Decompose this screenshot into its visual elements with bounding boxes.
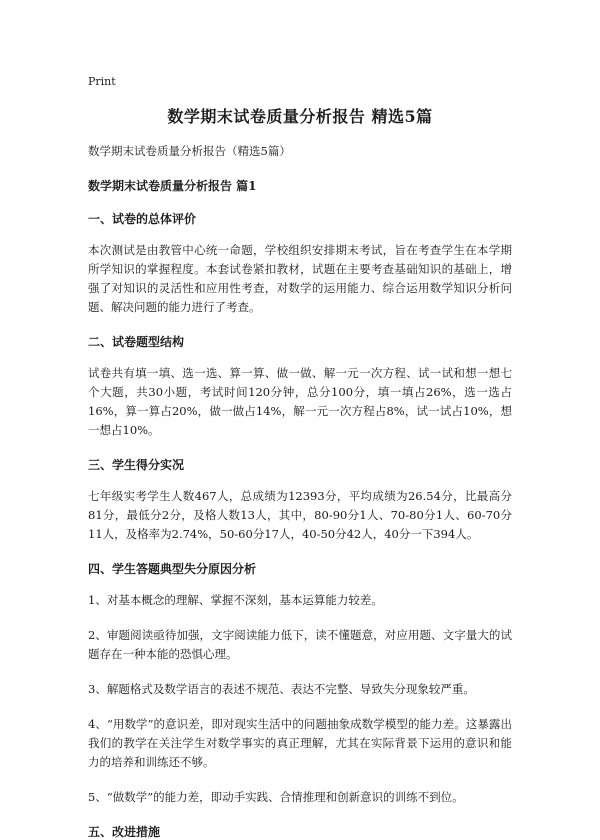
section-paragraph: 5、“做数学”的能力差，即动手实践、合情推理和创新意识的训练不到位。 xyxy=(88,790,464,804)
section-student-scores xyxy=(88,456,512,544)
section-paragraph: 七年级实考学生人数467人，总成绩为12393分，平均成绩为26.54分，比最高分81分，最低分2分，及格人数13人，其中，80-90分1人、70-80分1人、60-70分11人，及格率为2.74%，50-60分17人，40-50分42人，40分一下394人。 xyxy=(88,489,512,541)
print-link[interactable]: Print xyxy=(88,75,116,88)
section-heading: 二、试卷题型结构 xyxy=(88,335,185,349)
part-title: 数学期末试卷质量分析报告 篇1 xyxy=(88,179,257,193)
section-improvement-measures xyxy=(88,823,512,840)
section-overall-evaluation xyxy=(88,210,512,317)
document-title: 数学期末试卷质量分析报告 精选5篇 xyxy=(167,107,433,126)
section-heading: 一、试卷的总体评价 xyxy=(88,212,197,226)
section-heading: 三、学生得分实况 xyxy=(88,458,185,472)
section-heading: 四、学生答题典型失分原因分析 xyxy=(88,562,257,576)
section-paragraph: 2、审题阅读亟待加强，文字阅读能力低下，读不懂题意，对应用题、文字量大的试题存在一种本能的恐惧心理。 xyxy=(88,628,512,661)
section-paragraph: 本次测试是由教管中心统一命题，学校组织安排期末考试，旨在考查学生在本学期所学知识的掌握程度。本套试卷紧扣教材，试题在主要考查基础知识的基础上，增强了对知识的灵活性和应用性考查，对数学的运用能力、综合运用数学知识分析问题、解决问题的能力进行了考查。 xyxy=(88,243,512,314)
section-paragraph: 4、“用数学”的意识差，即对现实生活中的问题抽象成数学模型的能力差。这暴露出我们的教学在关注学生对数学事实的真正理解，尤其在实际背景下运用的意识和能力的培养和训练还不够。 xyxy=(88,717,512,769)
section-heading: 五、改进措施 xyxy=(88,825,161,839)
section-paragraph: 3、解题格式及数学语言的表述不规范、表达不完整、导致失分现象较严重。 xyxy=(88,682,475,696)
section-error-analysis xyxy=(88,560,512,807)
document-subtitle: 数学期末试卷质量分析报告（精选5篇） xyxy=(88,144,291,158)
section-paragraph: 试卷共有填一填、选一选、算一算、做一做、解一元一次方程、试一试和想一想七个大题，共30小题，考试时间120分钟，总分100分，填一填占26%，选一选占16%，算一算占20%，做一做占14%，解一元一次方程占8%，试一试占10%，想一想占10%。 xyxy=(88,366,512,437)
section-question-structure xyxy=(88,333,512,440)
section-paragraph: 1、对基本概念的理解、掌握不深刻，基本运算能力较差。 xyxy=(88,593,383,607)
